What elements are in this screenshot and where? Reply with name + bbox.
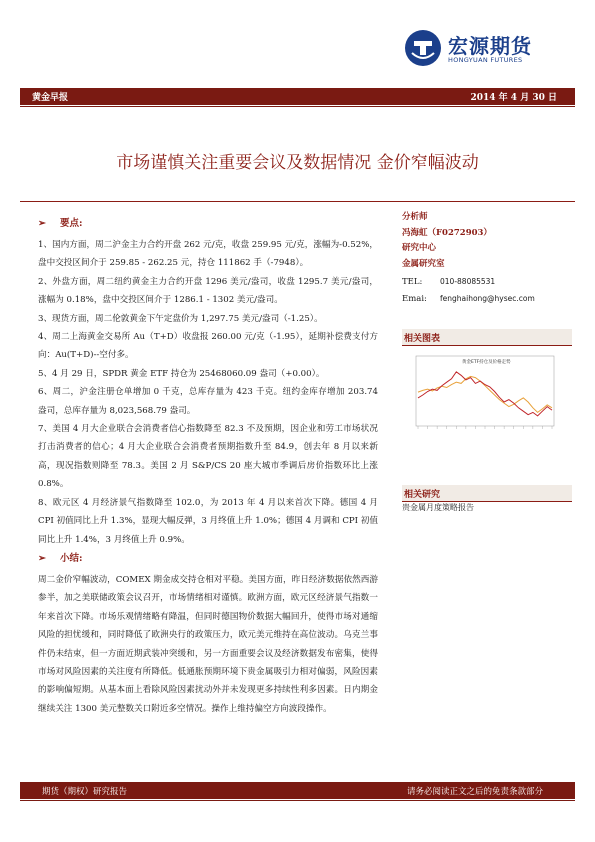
analyst-label: 分析师 — [402, 212, 428, 222]
key-points-heading: ➢ 要点: — [38, 218, 83, 229]
page-title: 市场谨慎关注重要会议及数据情况 金价窄幅波动 — [116, 153, 479, 173]
main-content — [38, 216, 378, 718]
hongyuan-logo-icon — [404, 29, 442, 67]
plot-frame — [416, 356, 554, 426]
related-research-heading: 相关研究 — [402, 485, 572, 501]
analyst-dept: 研究中心 — [402, 243, 437, 253]
report-date: 2014 年 4 月 30 日 — [470, 93, 557, 103]
etf-price-chart — [402, 350, 572, 460]
summary-heading: ➢ 小结: — [38, 552, 83, 564]
key-point-item: 6、周二，沪金注册仓单增加 0 千克，总库存量为 423 千克。纽约金库存增加 203.74 盎司，总库存量为 8,023,568.79 盎司。 — [38, 387, 378, 416]
footer-rule — [20, 800, 575, 801]
key-point-item: 7、美国 4 月大企业联合会消费者信心指数降至 82.3 不及预期，因企业和劳工市场状况打击消费者的信心；4 月大企业联合会消费者预期指数升至 84.9，创去年 8 月以来新高，现况指数则降至 78.3。美国 2 月 S&P/CS 20 座大城市季调后房价指数环比上涨 0.8%。 — [38, 424, 378, 490]
summary-text: 周二金价窄幅波动，COMEX 期金成交持仓相对平稳。美国方面，昨日经济数据依然西游参半，加之美联储政策会议召开，市场情绪相对谨慎。欧洲方面，欧元区经济景气指数一年来首次下降。市场乐观情绪略有降温，但同时德国物价数据大幅回升，使得市场对通缩风险的担忧缓和，同时降低了欧洲央行的政策压力，欧元美元维持在高位波动。乌克兰事件仍未结束，但一方面近期武装冲突缓和，另一方面重要会议及经济数据发布密集，使得市场对风险因素的关注度有所降低。低通胀预期环境下贵金属吸引力相对偏弱，风险因素的影响偏短期。从基本面上看除风险因素扰动外并未发现更多持续性利多因素。日内期金继续关注 1300 美元整数关口附近多空情况。操作上维持偏空方向波段操作。 — [38, 574, 378, 714]
header-bar — [20, 88, 575, 105]
footer-disclaimer: 请务必阅读正文之后的免责条款部分 — [406, 787, 543, 797]
summary-body — [38, 571, 378, 718]
key-point-item: 8、欧元区 4 月经济景气指数降至 102.0，为 2013 年 4 月以来首次下降。德国 4 月 CPI 初值同比上升 1.3%，显现大幅反弹，3 月终值上升 1.0%；德国 4 月调和 CPI 初值同比上升 1.4%，3 月终值上升 0.9%。 — [38, 497, 378, 545]
footer-bar — [20, 782, 575, 799]
related-chart-rule — [402, 345, 572, 346]
report-type: 黄金早报 — [32, 93, 69, 103]
related-research-item[interactable]: 贵金属月度策略报告 — [402, 503, 474, 512]
analyst-office: 金属研究室 — [402, 258, 445, 269]
key-point-item: 5、4 月 29 日，SPDR 黄金 ETF 持仓为 25468060.09 盎司（+0.00）。 — [38, 368, 325, 379]
footer-left: 期货（期权）研究报告 — [42, 787, 128, 797]
analyst-email[interactable]: Emai: fenghaihong@hysec.com — [402, 293, 535, 304]
brand-name-en: HONGYUAN FUTURES — [448, 56, 523, 64]
analyst-name: 冯海虹（F0272903） — [402, 227, 492, 238]
chart-legend: 黄金ETF持仓及价格走势 — [462, 360, 511, 365]
key-point-item: 1、国内方面，周二沪金主力合约开盘 262 元/克，收盘 259.95 元/克，涨幅为-0.52%，盘中交投区间介于 259.85 - 262.25 元，持仓 111862 手（-7948）。 — [38, 240, 378, 269]
key-point-item: 2、外盘方面，周二纽约黄金主力合约开盘 1296 美元/盎司，收盘 1295.7 美元/盎司，涨幅为 0.18%，盘中交投区间介于 1286.1 - 1302 美元/盎司。 — [38, 276, 378, 306]
related-chart-heading: 相关图表 — [402, 329, 572, 345]
analyst-info — [402, 210, 572, 307]
arrow-bullet-icon: ➢ — [38, 218, 46, 229]
brand-logo — [404, 26, 554, 70]
title-rule — [20, 201, 575, 202]
header-rule — [20, 106, 575, 107]
analyst-tel: TEL: 010-88085531 — [402, 277, 496, 287]
key-point-item: 3、现货方面，周二伦敦黄金下午定盘价为 1,297.75 美元/盎司（-1.25）。 — [38, 313, 323, 324]
arrow-bullet-icon: ➢ — [38, 552, 46, 564]
key-point-item: 4、周二上海黄金交易所 Au（T+D）收盘报 260.00 元/克（-1.95），延期补偿费支付方向：Au(T+D)--空付多。 — [38, 332, 378, 361]
brand-name-cn: 宏源期货 — [448, 34, 532, 58]
chart-svg — [402, 350, 572, 460]
key-points-list — [38, 236, 378, 549]
